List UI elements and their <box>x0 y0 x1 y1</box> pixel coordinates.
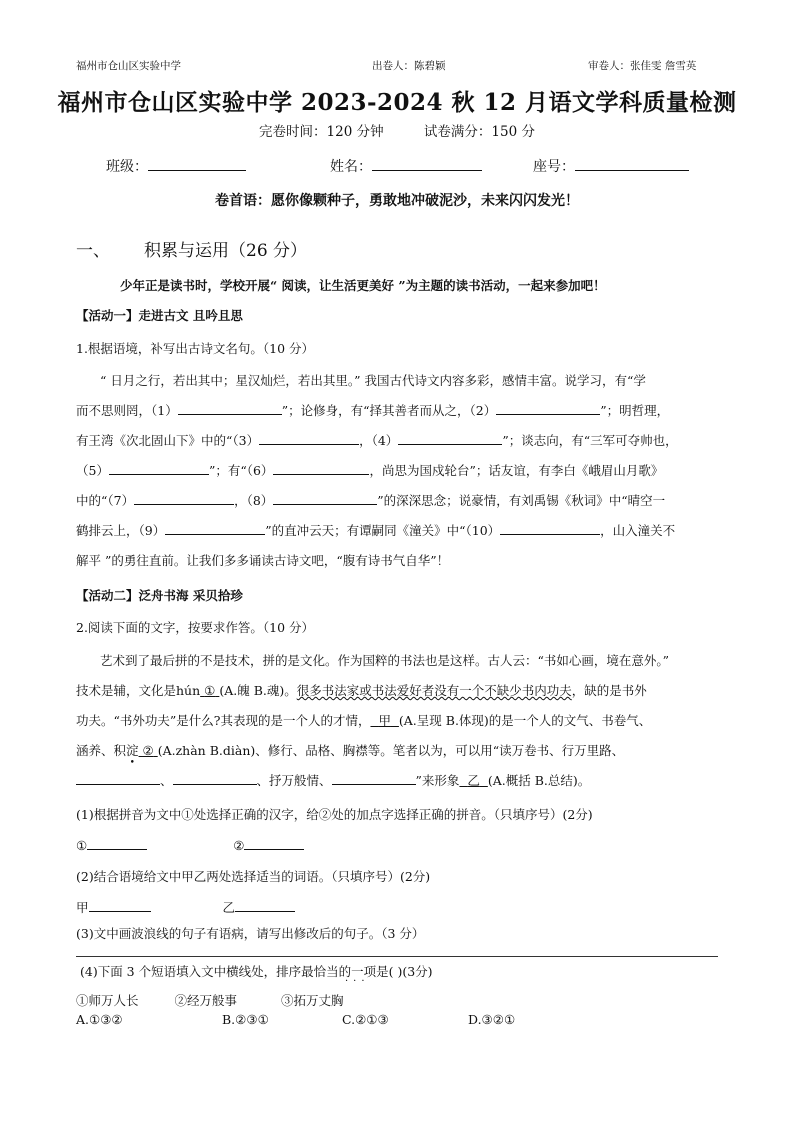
seat-blank[interactable] <box>575 156 689 171</box>
answer-blank-jia[interactable] <box>89 898 151 912</box>
section-title: 积累与运用（26 分） <box>144 241 308 261</box>
activity-one-heading: 【活动一】走进古文 且吟且思 <box>76 308 243 323</box>
emphasis-dot: • <box>129 758 135 768</box>
q1-text: ，（8） <box>234 493 274 508</box>
answer-blank-4[interactable] <box>398 431 502 445</box>
name-field[interactable] <box>330 156 482 176</box>
subquestion-4: (4)下面 3 个短语填入文中横线处，排序最恰当的一项是( )(3分) <box>80 964 433 979</box>
q1-text: 而不思则罔，（1） <box>76 403 178 418</box>
q1-text: ，尚思为国戍轮台”；话友谊，有李白《峨眉山月歌》 <box>369 463 664 478</box>
q2-line-5 <box>76 771 590 789</box>
answer-label: 乙 <box>222 900 236 915</box>
option-b[interactable]: B.②③① <box>222 1012 269 1027</box>
phrase-blank-1[interactable] <box>76 771 160 785</box>
section-intro: 少年正是读书时，学校开展“ 阅读，让生活更美好 ”为主题的读书活动，一起来参加吧！ <box>120 278 606 293</box>
q1-text: （5） <box>76 463 109 478</box>
activity-two-heading: 【活动二】泛舟书海 采贝拾珍 <box>76 588 243 603</box>
q2-text: 涵养、积 <box>76 743 127 758</box>
question-1-stem: 1.根据语境，补写出古诗文名句。（10 分） <box>76 341 315 356</box>
marker-jia <box>370 713 398 728</box>
page-title: 福州市仓山区实验中学 2023-2024 秋 12 月语文学科质量检测 <box>57 89 737 116</box>
class-blank[interactable] <box>148 156 246 171</box>
q2-text: ”来形象 <box>415 773 460 788</box>
q1-line-5 <box>76 491 665 509</box>
q1-line-1: “ 日月之行，若出其中；星汉灿烂，若出其里。” 我国古代诗文内容多彩，感情丰富。说学习，有“学 <box>100 373 646 388</box>
answer-label: ② <box>233 838 245 853</box>
phrase-blank-3[interactable] <box>332 771 416 785</box>
q1-text: ”；明哲理， <box>600 403 670 418</box>
q1-line-4 <box>76 461 663 479</box>
phrase-item: ③拓万丈胸 <box>281 993 344 1008</box>
option-c[interactable]: C.②①③ <box>342 1012 389 1027</box>
marker-jia-label: 甲 <box>378 713 391 728</box>
question-2-stem: 2.阅读下面的文字，按要求作答。（10 分） <box>76 620 315 635</box>
q1-text: 鹤排云上，（9） <box>76 523 166 538</box>
q2-text: (A.zhàn B.diàn)、修行、品格、胸襟等。笔者以为，可以用“读万卷书、行万里路、 <box>157 743 625 758</box>
subquestion-1: (1)根据拼音为文中①处选择正确的汉字，给②处的加点字选择正确的拼音。（只填序号）(2分) <box>76 807 593 822</box>
q1-text: 中的“（7） <box>76 493 135 508</box>
name-label: 姓名： <box>330 159 372 175</box>
answer-blank-3[interactable] <box>259 431 359 445</box>
q2-line-4 <box>76 741 625 768</box>
marker-1 <box>200 683 219 698</box>
wavy-sentence: 很多书法家或书法爱好者没有一个不缺少书内功夫 <box>296 683 572 698</box>
q2-text: 、抒万般情、 <box>256 773 332 788</box>
answer-blank-s1a[interactable] <box>87 836 147 850</box>
header-reviewer: 审卷人：张佳雯 詹雪英 <box>588 60 697 72</box>
answer-label: ① <box>76 838 88 853</box>
q2-text: 技术是辅，文化是hún <box>76 683 201 698</box>
q2-text: 功夫。“书外功夫”是什么?其表现的是一个人的才情， <box>76 713 371 728</box>
q2-text: (A.概括 B.总结)。 <box>487 773 591 788</box>
answer-label: 甲 <box>76 900 89 915</box>
marker-2 <box>139 743 158 758</box>
q1-text: ”的直冲云天；有谭嗣同《潼关》中“（10） <box>265 523 501 538</box>
q2-text: 、 <box>160 773 173 788</box>
seat-field[interactable] <box>533 156 689 176</box>
emphasis-char <box>126 743 139 768</box>
option-d[interactable]: D.③②① <box>468 1012 516 1027</box>
answer-blank-7[interactable] <box>134 491 234 505</box>
subquestion-2-answers <box>76 898 295 916</box>
name-blank[interactable] <box>372 156 482 171</box>
q1-line-7: 解平 ”的勇往直前。让我们多多诵读古诗文吧，“腹有诗书气自华”！ <box>76 553 450 568</box>
motto: 卷首语：愿你像颗种子，勇敢地冲破泥沙，未来闪闪发光！ <box>215 193 579 209</box>
header-school: 福州市仓山区实验中学 <box>76 60 181 72</box>
q2-line-3 <box>76 711 651 729</box>
q2-line-2 <box>76 681 647 699</box>
marker-2-label: ② <box>142 743 154 758</box>
answer-blank-8[interactable] <box>273 491 377 505</box>
answer-blank-s1b[interactable] <box>244 836 304 850</box>
exam-score: 试卷满分：150 分 <box>423 124 535 140</box>
answer-blank-6[interactable] <box>273 461 369 475</box>
class-field[interactable] <box>106 156 246 176</box>
divider <box>76 956 718 957</box>
q1-text: ”的深深思念；说豪情，有刘禹锡《秋词》中“晴空一 <box>377 493 666 508</box>
q1-line-2 <box>76 401 669 419</box>
seat-label: 座号： <box>533 159 575 175</box>
exam-time: 完卷时间：120 分钟 <box>259 124 384 140</box>
q1-line-3 <box>76 431 678 449</box>
subquestion-1-answers <box>76 836 304 853</box>
answer-blank-2[interactable] <box>496 401 600 415</box>
q1-text: ，山入潼关不 <box>600 523 676 538</box>
q2-line-1: 艺术到了最后拼的不是技术，拼的是文化。作为国粹的书法也是这样。古人云：“书如心画，境在意外。” <box>100 653 670 668</box>
q1-text: 有王湾《次北固山下》中的“（3） <box>76 433 260 448</box>
q1-text: ”；谈志向，有“三军可夺帅也， <box>502 433 678 448</box>
emphasis-dots: ··· <box>345 976 370 987</box>
q1-line-6 <box>76 521 675 539</box>
q2-text: ，缺的是书外 <box>571 683 647 698</box>
answer-blank-5[interactable] <box>109 461 209 475</box>
q1-text: ，（4） <box>359 433 399 448</box>
subquestion-2: (2)结合语境给文中甲乙两处选择适当的词语。（只填序号）(2分) <box>76 869 431 884</box>
answer-blank-1[interactable] <box>178 401 282 415</box>
emphasis-char-label: 淀 <box>126 743 139 758</box>
answer-blank-9[interactable] <box>165 521 265 535</box>
subquestion-3: (3)文中画波浪线的句子有语病，请写出修改后的句子。（3 分） <box>76 926 425 941</box>
answer-blank-10[interactable] <box>500 521 600 535</box>
q2-text: (A.呈现 B.体现)的是一个人的文气、书卷气、 <box>398 713 652 728</box>
marker-1-label: ① <box>204 683 216 698</box>
q1-text: ”；论修身，有“择其善者而从之，（2） <box>281 403 497 418</box>
class-label: 班级： <box>106 159 148 175</box>
q2-text: (A.魄 B.魂)。 <box>219 683 297 698</box>
answer-blank-yi[interactable] <box>235 898 295 912</box>
phrase-item: ②经万般事 <box>174 993 238 1008</box>
phrase-list <box>76 991 344 1009</box>
exam-info <box>0 120 794 140</box>
header-author: 出卷人：陈碧颖 <box>372 60 446 72</box>
option-a[interactable]: A.①③② <box>76 1012 123 1027</box>
section-heading <box>76 236 307 261</box>
phrase-item: ①师万人长 <box>76 993 139 1008</box>
section-number: 一、 <box>76 241 110 261</box>
marker-yi-label: 乙 <box>467 773 480 788</box>
q1-text: ”；有“（6） <box>208 463 274 478</box>
phrase-blank-2[interactable] <box>173 771 257 785</box>
marker-yi <box>459 773 487 788</box>
